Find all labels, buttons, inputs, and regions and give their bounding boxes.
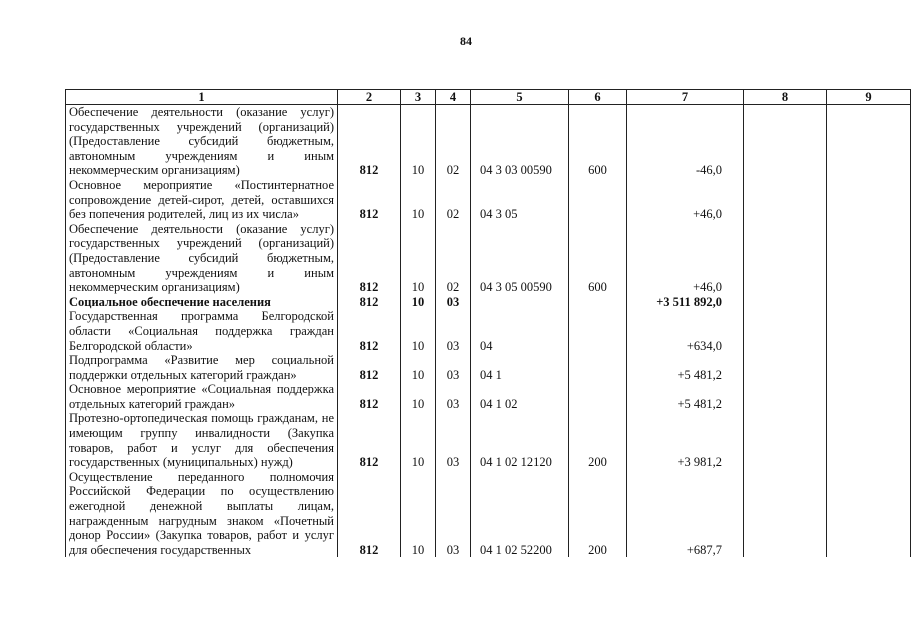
row-code-cell: 812 xyxy=(338,470,401,558)
header-col-7: 7 xyxy=(627,90,744,105)
row-expense-type-cell xyxy=(569,382,627,411)
row-sum-cell: +3 511 892,0 xyxy=(627,295,744,310)
row-subsection-cell: 03 xyxy=(436,353,471,382)
row-empty-cell xyxy=(744,295,827,310)
row-code-cell: 812 xyxy=(338,222,401,295)
row-section-cell: 10 xyxy=(401,411,436,469)
row-empty-cell xyxy=(744,411,827,469)
row-section-cell: 10 xyxy=(401,382,436,411)
row-expense-type-cell: 600 xyxy=(569,105,627,178)
row-subsection-cell: 03 xyxy=(436,295,471,310)
table-header-row xyxy=(66,90,911,105)
row-name-cell: Социальное обеспечение населения xyxy=(66,295,338,310)
row-empty-cell xyxy=(827,382,911,411)
header-col-1: 1 xyxy=(66,90,338,105)
row-empty-cell xyxy=(744,309,827,353)
row-subsection-cell: 02 xyxy=(436,178,471,222)
row-empty-cell xyxy=(827,411,911,469)
row-sum-cell: +46,0 xyxy=(627,178,744,222)
row-code-cell: 812 xyxy=(338,382,401,411)
row-empty-cell xyxy=(744,222,827,295)
row-section-cell: 10 xyxy=(401,470,436,558)
row-code-cell: 812 xyxy=(338,295,401,310)
row-target-article-cell xyxy=(471,295,569,310)
row-subsection-cell: 02 xyxy=(436,105,471,178)
budget-table xyxy=(65,89,911,557)
row-section-cell: 10 xyxy=(401,222,436,295)
row-expense-type-cell xyxy=(569,353,627,382)
row-section-cell: 10 xyxy=(401,309,436,353)
table-row xyxy=(66,470,911,558)
row-name-cell: Обеспечение деятельности (оказание услуг) государственных учреждений (организаций) (Предоставление субсидий бюджетным, автономным учреждениям и иным некоммерческим организациям) xyxy=(66,222,338,295)
row-expense-type-cell xyxy=(569,178,627,222)
table-row xyxy=(66,222,911,295)
header-col-6: 6 xyxy=(569,90,627,105)
row-empty-cell xyxy=(827,470,911,558)
row-empty-cell xyxy=(744,353,827,382)
header-col-2: 2 xyxy=(338,90,401,105)
row-section-cell: 10 xyxy=(401,353,436,382)
row-target-article-cell: 04 3 03 00590 xyxy=(471,105,569,178)
row-target-article-cell: 04 3 05 00590 xyxy=(471,222,569,295)
table-row xyxy=(66,105,911,178)
row-subsection-cell: 03 xyxy=(436,382,471,411)
table-row xyxy=(66,411,911,469)
row-empty-cell xyxy=(827,309,911,353)
table-row xyxy=(66,295,911,310)
table-row xyxy=(66,309,911,353)
page-number: 84 xyxy=(460,34,472,48)
row-expense-type-cell xyxy=(569,309,627,353)
row-code-cell: 812 xyxy=(338,309,401,353)
row-target-article-cell: 04 xyxy=(471,309,569,353)
row-section-cell: 10 xyxy=(401,295,436,310)
row-empty-cell xyxy=(744,382,827,411)
row-section-cell: 10 xyxy=(401,105,436,178)
row-section-cell: 10 xyxy=(401,178,436,222)
row-name-cell: Осуществление переданного полномочия Российской Федерации по осуществлению ежегодной денежной выплаты лицам, награжденным нагрудным знаком «Почетный донор России» (Закупка товаров, работ и услуг для обеспечения государственных xyxy=(66,470,338,558)
row-name-cell: Обеспечение деятельности (оказание услуг) государственных учреждений (организаций) (Предоставление субсидий бюджетным, автономным учреждениям и иным некоммерческим организациям) xyxy=(66,105,338,178)
row-target-article-cell: 04 1 02 xyxy=(471,382,569,411)
row-empty-cell xyxy=(744,178,827,222)
header-col-8: 8 xyxy=(744,90,827,105)
row-target-article-cell: 04 1 02 52200 xyxy=(471,470,569,558)
row-expense-type-cell xyxy=(569,295,627,310)
row-subsection-cell: 03 xyxy=(436,309,471,353)
row-subsection-cell: 02 xyxy=(436,222,471,295)
row-sum-cell: +5 481,2 xyxy=(627,382,744,411)
row-name-cell: Основное мероприятие «Социальная поддержка отдельных категорий граждан» xyxy=(66,382,338,411)
header-col-4: 4 xyxy=(436,90,471,105)
row-empty-cell xyxy=(827,178,911,222)
row-code-cell: 812 xyxy=(338,105,401,178)
header-col-5: 5 xyxy=(471,90,569,105)
row-target-article-cell: 04 1 02 12120 xyxy=(471,411,569,469)
row-empty-cell xyxy=(827,295,911,310)
table-row xyxy=(66,382,911,411)
header-col-3: 3 xyxy=(401,90,436,105)
row-name-cell: Подпрограмма «Развитие мер социальной поддержки отдельных категорий граждан» xyxy=(66,353,338,382)
row-sum-cell: +46,0 xyxy=(627,222,744,295)
row-name-cell: Основное мероприятие «Постинтернатное сопровождение детей-сирот, детей, оставшихся без попечения родителей, лиц из их числа» xyxy=(66,178,338,222)
row-sum-cell: +687,7 xyxy=(627,470,744,558)
row-sum-cell: +3 981,2 xyxy=(627,411,744,469)
row-empty-cell xyxy=(827,222,911,295)
row-expense-type-cell: 200 xyxy=(569,411,627,469)
row-empty-cell xyxy=(744,105,827,178)
row-sum-cell: +5 481,2 xyxy=(627,353,744,382)
row-target-article-cell: 04 3 05 xyxy=(471,178,569,222)
row-sum-cell: +634,0 xyxy=(627,309,744,353)
row-code-cell: 812 xyxy=(338,353,401,382)
row-expense-type-cell: 600 xyxy=(569,222,627,295)
row-empty-cell xyxy=(827,353,911,382)
row-name-cell: Протезно-ортопедическая помощь гражданам, не имеющим группу инвалидности (Закупка товаров, работ и услуг для обеспечения государственных (муниципальных) нужд) xyxy=(66,411,338,469)
header-col-9: 9 xyxy=(827,90,911,105)
row-target-article-cell: 04 1 xyxy=(471,353,569,382)
row-code-cell: 812 xyxy=(338,178,401,222)
row-code-cell: 812 xyxy=(338,411,401,469)
row-subsection-cell: 03 xyxy=(436,470,471,558)
row-expense-type-cell: 200 xyxy=(569,470,627,558)
table-row xyxy=(66,178,911,222)
table-body xyxy=(66,105,911,558)
row-empty-cell xyxy=(827,105,911,178)
row-empty-cell xyxy=(744,470,827,558)
table-row xyxy=(66,353,911,382)
row-name-cell: Государственная программа Белгородской области «Социальная поддержка граждан Белгородской области» xyxy=(66,309,338,353)
row-subsection-cell: 03 xyxy=(436,411,471,469)
row-sum-cell: -46,0 xyxy=(627,105,744,178)
